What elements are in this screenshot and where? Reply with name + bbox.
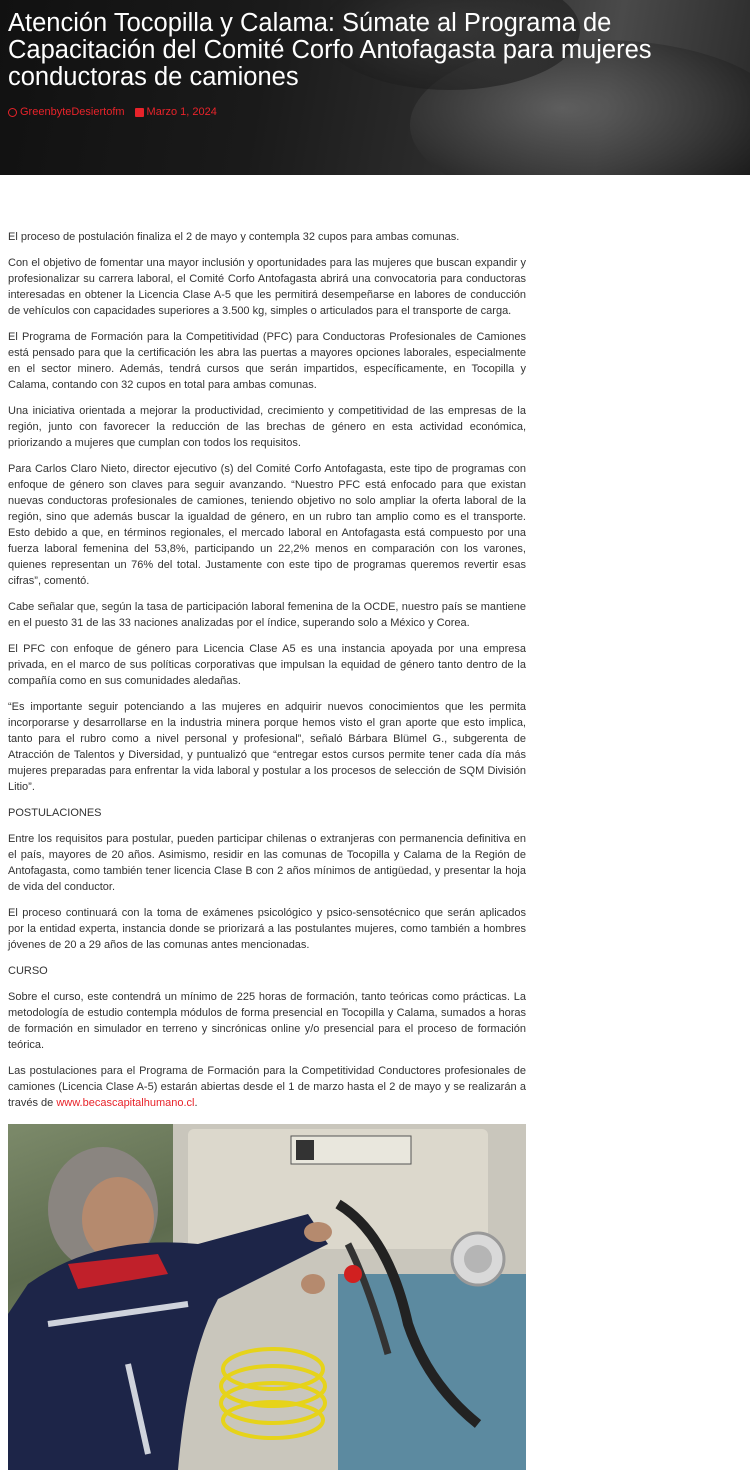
date-link[interactable]: Marzo 1, 2024 bbox=[146, 106, 217, 118]
paragraph-lead: El proceso de postulación finaliza el 2 de mayo y contempla 32 cupos para ambas comunas. bbox=[8, 231, 460, 243]
paragraph: Una iniciativa orientada a mejorar la productividad, crecimiento y competitividad de las empresas de la región, junto con favorecer la reducción de las brechas de género en esta actividad económica, priorizando a mujeres que cumplan con todos los requisitos. bbox=[8, 405, 526, 449]
calendar-icon bbox=[135, 108, 144, 117]
article-photo bbox=[8, 1124, 526, 1470]
paragraph: “Es importante seguir potenciando a las mujeres en adquirir nuevos conocimientos que les permita incorporarse y desarrollarse en la industria minera porque hemos visto el gran aporte que esto implica, tanto para el rubro como a nivel personal y profesional”, señaló Bárbara Blümel G., subgerenta de Atracción de Talentos y Diversidad, y puntualizó que “entregar estos cursos permite tener cada día más mujeres preparadas para enfrentar la vida laboral y postular a los procesos de selección de SQM División Litio”. bbox=[8, 701, 526, 793]
article-body bbox=[8, 229, 526, 1121]
paragraph-application bbox=[8, 1063, 526, 1111]
article-meta bbox=[8, 106, 217, 118]
paragraph: Cabe señalar que, según la tasa de participación laboral femenina de la OCDE, nuestro país se mantiene en el puesto 31 de las 33 naciones analizadas por el índice, superando solo a México y Corea. bbox=[8, 601, 526, 629]
becas-link[interactable]: www.becascapitalhumano.cl bbox=[56, 1097, 195, 1109]
paragraph: Para Carlos Claro Nieto, director ejecutivo (s) del Comité Corfo Antofagasta, este tipo de programas con enfoque de género son claves para seguir avanzando. “Nuestro PFC está enfocado para que existan nuevas conductoras profesionales de camiones, teniendo objetivo no solo ampliar la oferta laboral de la región, sino que además buscar la igualdad de género, en un rubro tan amplio como es el transporte. Esto debido a que, en términos regionales, el mercado laboral en Antofagasta está compuesto por una fuerza laboral femenina del 53,8%, participando un 22,2% menos en comparación con los varones, quienes representan un 76% del total. Justamente con este tipo de programas queremos revertir esas cifras”, comentó. bbox=[8, 463, 526, 587]
hero-banner bbox=[0, 0, 750, 175]
section-heading-postulaciones: POSTULACIONES bbox=[8, 807, 102, 819]
user-icon bbox=[8, 108, 17, 117]
photo-illustration bbox=[8, 1124, 526, 1470]
paragraph: Sobre el curso, este contendrá un mínimo de 225 horas de formación, tanto teóricas como prácticas. La metodología de estudio contempla módulos de forma presencial en Tocopilla y Calama, sumados a horas de formación en simulador en terreno y sincrónicas online y/o presencial para el proceso de formación teórica. bbox=[8, 991, 526, 1051]
paragraph-text: Las postulaciones para el Programa de Formación para la Competitividad Conductores profesionales de camiones (Licencia Clase A-5) estarán abiertas desde el 1 de marzo hasta el 2 de mayo y se realizarán a través de bbox=[8, 1065, 526, 1109]
paragraph: El PFC con enfoque de género para Licencia Clase A5 es una instancia apoyada por una empresa privada, en el marco de sus políticas corporativas que impulsan la equidad de género tanto dentro de la compañía como en sus comunidades aledañas. bbox=[8, 643, 526, 687]
paragraph: Con el objetivo de fomentar una mayor inclusión y oportunidades para las mujeres que buscan expandir y profesionalizar su carrera laboral, el Comité Corfo Antofagasta abrirá una convocatoria para conductoras interesadas en obtener la Licencia Clase A-5 que les permitirá desempeñarse en labores de conducción de vehículos con capacidades superiores a 3.500 kg, simples o articulados para el transporte de carga. bbox=[8, 257, 526, 317]
paragraph-end: . bbox=[194, 1097, 198, 1109]
article-title: Atención Tocopilla y Calama: Súmate al Programa de Capacitación del Comité Corfo Antofagasta para mujeres conductoras de camiones bbox=[8, 9, 652, 91]
paragraph: Entre los requisitos para postular, pueden participar chilenas o extranjeras con permanencia definitiva en el país, mayores de 20 años. Asimismo, residir en las comunas de Tocopilla y Calama de la Región de Antofagasta, como también tener licencia Clase B con 2 años mínimos de antigüedad, y presentar la hoja de vida del conductor. bbox=[8, 833, 526, 893]
paragraph: El Programa de Formación para la Competitividad (PFC) para Conductoras Profesionales de Camiones está pensado para que la certificación les abra las puertas a mayores opciones laborales, especialmente en el sector minero. Además, tendrá cursos que serán impartidos, específicamente, en Tocopilla y Calama, contando con 32 cupos en total para ambas comunas. bbox=[8, 331, 526, 391]
paragraph: El proceso continuará con la toma de exámenes psicológico y psico-sensotécnico que serán aplicados por la entidad experta, instancia donde se priorizará a las postulantes mujeres, como también a hombres jóvenes de 20 a 29 años de las comunas antes mencionadas. bbox=[8, 907, 526, 951]
author-link[interactable]: GreenbyteDesiertofm bbox=[20, 106, 125, 118]
section-heading-curso: CURSO bbox=[8, 965, 48, 977]
